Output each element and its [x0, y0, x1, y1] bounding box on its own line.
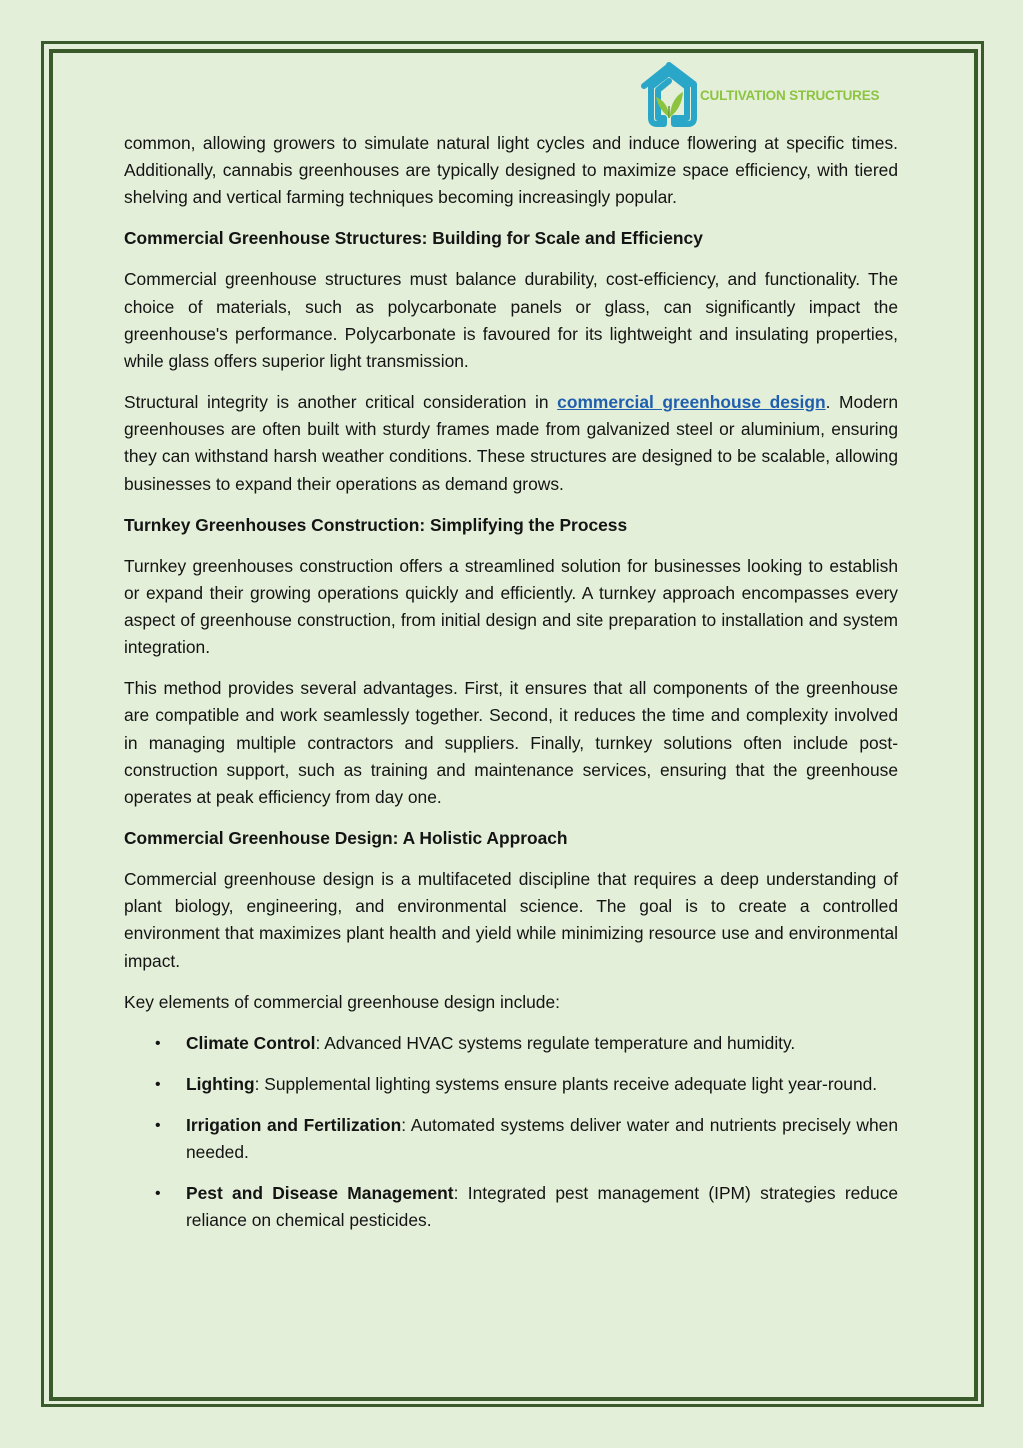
paragraph-turnkey-intro: Turnkey greenhouses construction offers a streamlined solution for businesses looking to establish or expand their growing operations quickly and efficiently. A turnkey approach encompasses every aspect of greenhouse construction, from initial design and site preparation to installation and system integration. — [124, 555, 898, 658]
list-item-term: Pest and Disease Management — [186, 1182, 454, 1203]
document-body — [124, 130, 898, 1248]
commercial-greenhouse-design-link[interactable]: commercial greenhouse design — [557, 392, 826, 413]
list-item-text: : Advanced HVAC systems regulate temperature and humidity. — [315, 1032, 796, 1053]
design-elements-list — [124, 1030, 898, 1235]
bullet-icon: • — [155, 1116, 161, 1134]
list-item — [124, 1112, 898, 1166]
list-item — [124, 1030, 898, 1057]
paragraph-key-elements: Key elements of commercial greenhouse design include: — [124, 991, 560, 1012]
bullet-icon: • — [155, 1184, 161, 1202]
section-heading-structures: Commercial Greenhouse Structures: Building for Scale and Efficiency — [124, 228, 703, 249]
greenhouse-leaf-icon — [640, 62, 698, 128]
logo-text: CULTIVATION STRUCTURES — [700, 87, 880, 103]
paragraph-text: . Modern greenhouses are often built with sturdy frames made from galvanized steel or aluminium, ensuring they can withstand harsh weather conditions. These structures are designed to be scalable, allowing businesses to expand their operations as demand grows. — [124, 392, 899, 494]
list-item-term: Irrigation and Fertilization — [186, 1114, 402, 1135]
list-item-term: Climate Control — [186, 1032, 316, 1053]
paragraph-turnkey-advantages: This method provides several advantages. First, it ensures that all components of the greenhouse are compatible and work seamlessly together. Second, it reduces the time and complexity involved in managing multiple contractors and suppliers. Finally, turnkey solutions often include post-construction support, such as training and maintenance services, ensuring that the greenhouse operates at peak efficiency from day one. — [124, 678, 898, 808]
section-heading-design: Commercial Greenhouse Design: A Holistic Approach — [124, 828, 568, 849]
bullet-icon: • — [155, 1034, 161, 1052]
list-item — [124, 1180, 898, 1234]
paragraph-text: Structural integrity is another critical consideration in — [124, 392, 558, 413]
paragraph-design-intro: Commercial greenhouse design is a multifaceted discipline that requires a deep understanding of plant biology, engineering, and environmental science. The goal is to create a controlled environment that maximizes plant health and yield while minimizing resource use and environmental impact. — [124, 869, 898, 971]
list-item-text: : Supplemental lighting systems ensure plants receive adequate light year-round. — [254, 1073, 878, 1094]
company-logo — [640, 62, 900, 128]
list-item — [124, 1071, 898, 1098]
paragraph-structural-integrity — [124, 389, 898, 498]
section-heading-turnkey: Turnkey Greenhouses Construction: Simplifying the Process — [124, 514, 628, 535]
list-item-text: : Integrated pest management (IPM) strategies reduce reliance on chemical pesticides. — [186, 1182, 898, 1231]
list-item-term: Lighting — [186, 1073, 255, 1094]
paragraph-structures-materials: Commercial greenhouse structures must balance durability, cost-efficiency, and functionality. The choice of materials, such as polycarbonate panels or glass, can significantly impact the greenhouse's performance. Polycarbonate is favoured for its lightweight and insulating properties, while glass offers superior light transmission. — [124, 269, 898, 372]
bullet-icon: • — [155, 1075, 161, 1093]
paragraph-intro-continuation: common, allowing growers to simulate natural light cycles and induce flowering at specific times. Additionally, cannabis greenhouses are typically designed to maximize space efficiency, with tiered shelving and vertical farming techniques becoming increasingly popular. — [124, 133, 898, 208]
list-item-text: : Automated systems deliver water and nutrients precisely when needed. — [186, 1114, 899, 1162]
